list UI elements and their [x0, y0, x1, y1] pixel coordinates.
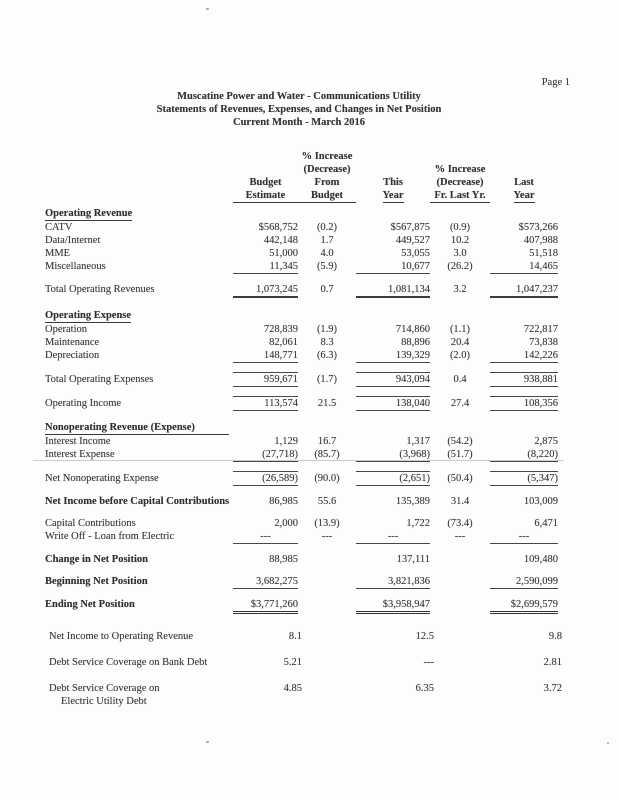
cell-budget-estimate: 2,000 — [274, 518, 298, 529]
cell-last-year: 3.72 — [543, 683, 562, 694]
header-line: This — [383, 177, 403, 188]
row-label: Debt Service Coverage on Bank Debt — [49, 657, 208, 668]
cell-this-year: --- — [356, 530, 430, 544]
cell-last-year: 9.8 — [548, 631, 562, 642]
header-line: (Decrease) — [303, 164, 351, 175]
column-header-pct-from-budget — [298, 150, 356, 203]
row-net-nonoperating-expense — [45, 471, 558, 486]
cell-this-year: (3,968) — [356, 448, 430, 462]
row-label: Total Operating Revenues — [45, 284, 155, 295]
cell-last-year: 14,465 — [490, 260, 558, 274]
row-total-operating-revenues — [45, 283, 558, 298]
row-label: Capital Contributions — [45, 518, 136, 529]
cell-pct-from-budget: 8.3 — [320, 337, 334, 348]
row-label: Write Off - Loan from Electric — [45, 531, 175, 542]
cell-this-year: 6.35 — [415, 683, 434, 694]
cell-budget-estimate: (27,718) — [233, 448, 298, 462]
cell-last-year: $573,266 — [518, 222, 558, 233]
cell-last-year: (5,347) — [490, 471, 558, 486]
cell-this-year: 1,317 — [406, 436, 430, 447]
scan-speck — [607, 742, 609, 744]
cell-pct-fr-last-yr: 3.2 — [453, 284, 467, 295]
cell-budget-estimate: 11,345 — [233, 260, 298, 274]
row-label: Depreciation — [45, 350, 100, 361]
cell-last-year: (8,220) — [490, 448, 558, 462]
cell-pct-from-budget: (0.2) — [316, 222, 338, 233]
section-label: Operating Revenue — [45, 208, 133, 219]
cell-last-year: 6,471 — [534, 518, 558, 529]
row-label: Beginning Net Position — [45, 576, 148, 587]
cell-budget-estimate: 148,771 — [233, 349, 298, 363]
cell-this-year: $3,958,947 — [356, 598, 430, 614]
row-debt-service-coverage-bank-debt — [45, 656, 562, 669]
row-total-operating-expenses — [45, 372, 558, 387]
cell-budget-estimate: 728,839 — [263, 324, 298, 335]
cell-budget-estimate: 442,148 — [263, 235, 298, 246]
row-operating-income — [45, 396, 558, 411]
row-label: Operation — [45, 324, 87, 335]
cell-pct-fr-last-yr: (0.9) — [449, 222, 471, 233]
document-title: Muscatine Power and Water - Communications Utility — [177, 91, 421, 102]
cell-budget-estimate: --- — [233, 530, 298, 544]
row-capital-contributions — [45, 517, 558, 530]
cell-budget-estimate: 1,073,245 — [233, 283, 298, 298]
row-label: Miscellaneous — [45, 261, 106, 272]
row-label — [45, 682, 237, 708]
document-subtitle: Statements of Revenues, Expenses, and Changes in Net Position — [156, 104, 442, 115]
row-net-income-before-capital-contributions — [45, 495, 558, 508]
row-label: Net Income before Capital Contributions — [45, 496, 230, 507]
cell-budget-estimate: 4.85 — [283, 683, 302, 694]
document-period: Current Month - March 2016 — [232, 117, 365, 128]
cell-this-year: 139,329 — [356, 349, 430, 363]
cell-pct-fr-last-yr: (54.2) — [447, 436, 473, 447]
cell-this-year: 449,527 — [395, 235, 430, 246]
header-line: Year — [513, 190, 535, 201]
cell-last-year: 51,518 — [529, 248, 558, 259]
cell-last-year: 103,009 — [523, 496, 558, 507]
cell-pct-fr-last-yr: (50.4) — [447, 473, 473, 484]
row-label: MME — [45, 248, 71, 259]
statement-table — [45, 150, 562, 708]
scan-artifact-line — [33, 460, 564, 461]
cell-budget-estimate: 8.1 — [288, 631, 302, 642]
cell-last-year: 73,838 — [529, 337, 558, 348]
cell-this-year: 943,094 — [356, 372, 430, 387]
column-header-last-year — [490, 176, 558, 203]
cell-pct-from-budget: 1.7 — [320, 235, 334, 246]
cell-pct-fr-last-yr: 27.4 — [450, 398, 470, 409]
cell-this-year: 1,081,134 — [356, 283, 430, 298]
section-nonoperating-revenue-expense — [45, 421, 558, 435]
row-net-income-to-operating-revenue — [45, 630, 562, 643]
row-label: Interest Income — [45, 436, 111, 447]
cell-budget-estimate: 3,682,275 — [233, 575, 298, 589]
cell-pct-fr-last-yr: 10.2 — [450, 235, 470, 246]
cell-last-year: 938,881 — [490, 372, 558, 387]
cell-budget-estimate: 88,985 — [269, 554, 298, 565]
column-header-pct-fr-last-yr — [430, 163, 490, 203]
row-write-off-loan-from-electric — [45, 530, 558, 544]
row-ending-net-position — [45, 598, 558, 614]
cell-this-year: 714,860 — [395, 324, 430, 335]
row-label: Data/Internet — [45, 235, 101, 246]
row-label: Ending Net Position — [45, 599, 135, 610]
row-debt-service-coverage-electric-utility-debt — [45, 682, 562, 708]
row-label: Net Income to Operating Revenue — [49, 631, 194, 642]
row-label: Net Nonoperating Expense — [45, 473, 159, 484]
cell-budget-estimate: 51,000 — [269, 248, 298, 259]
cell-this-year: 53,055 — [401, 248, 430, 259]
cell-this-year: 137,111 — [396, 554, 430, 565]
cell-pct-fr-last-yr: 31.4 — [450, 496, 470, 507]
cell-last-year: 2,590,099 — [490, 575, 558, 589]
scan-speck — [206, 8, 209, 10]
cell-this-year: 88,896 — [401, 337, 430, 348]
cell-pct-from-budget: (85.7) — [314, 449, 340, 460]
row-catv — [45, 221, 558, 234]
cell-pct-fr-last-yr: (2.0) — [449, 350, 471, 361]
cell-budget-estimate: 86,985 — [269, 496, 298, 507]
scan-speck — [206, 741, 209, 743]
cell-this-year: 135,389 — [395, 496, 430, 507]
cell-last-year: $2,699,579 — [490, 598, 558, 614]
section-label: Operating Expense — [45, 310, 132, 321]
cell-pct-from-budget: 55.6 — [317, 496, 337, 507]
cell-pct-from-budget: (5.9) — [316, 261, 338, 272]
document-title-block — [33, 90, 565, 129]
cell-pct-from-budget: 4.0 — [320, 248, 334, 259]
cell-this-year: 3,821,836 — [356, 575, 430, 589]
cell-pct-fr-last-yr: 20.4 — [450, 337, 470, 348]
cell-last-year: 407,988 — [523, 235, 558, 246]
row-mme — [45, 247, 558, 260]
header-line: % Increase — [434, 164, 486, 175]
cell-pct-fr-last-yr: (51.7) — [447, 449, 473, 460]
header-line: % Increase — [301, 151, 353, 162]
section-operating-revenue — [45, 207, 558, 221]
cell-pct-fr-last-yr: (26.2) — [447, 261, 473, 272]
cell-budget-estimate: 5.21 — [283, 657, 302, 668]
header-line: From Budget — [298, 176, 356, 203]
cell-pct-from-budget: 21.5 — [317, 398, 337, 409]
cell-budget-estimate: (26,589) — [233, 471, 298, 486]
column-header-row — [45, 150, 558, 203]
row-label-line2: Electric Utility Debt — [61, 696, 147, 707]
header-line: (Decrease) — [436, 177, 484, 188]
row-change-in-net-position — [45, 553, 558, 566]
cell-last-year: 142,226 — [490, 349, 558, 363]
row-label: Operating Income — [45, 398, 122, 409]
cell-budget-estimate: $3,771,260 — [233, 598, 298, 614]
cell-budget-estimate: 959,671 — [233, 372, 298, 387]
row-label: CATV — [45, 222, 73, 233]
cell-pct-from-budget: (13.9) — [314, 518, 340, 529]
cell-pct-from-budget: (6.3) — [316, 350, 338, 361]
cell-pct-fr-last-yr: 0.4 — [453, 374, 467, 385]
cell-pct-from-budget: (1.9) — [316, 324, 338, 335]
cell-pct-from-budget: (90.0) — [314, 473, 340, 484]
cell-pct-fr-last-yr: (1.1) — [449, 324, 471, 335]
row-label: Interest Expense — [45, 449, 115, 460]
column-header-budget-estimate — [233, 176, 298, 203]
cell-last-year: 1,047,237 — [490, 283, 558, 298]
cell-this-year: 1,722 — [406, 518, 430, 529]
header-line: Fr. Last Yr. — [430, 189, 490, 203]
row-beginning-net-position — [45, 575, 558, 589]
row-operation — [45, 323, 558, 336]
row-label: Maintenance — [45, 337, 100, 348]
cell-budget-estimate: 1,129 — [274, 436, 298, 447]
header-line: Last — [514, 177, 534, 188]
header-line: Year — [382, 190, 404, 201]
row-label: Total Operating Expenses — [45, 374, 154, 385]
row-label: Change in Net Position — [45, 554, 148, 565]
row-data-internet — [45, 234, 558, 247]
cell-this-year: $567,875 — [390, 222, 430, 233]
cell-this-year: 138,040 — [356, 396, 430, 411]
header-line: Budget — [249, 177, 282, 188]
row-miscellaneous — [45, 260, 558, 274]
row-interest-income — [45, 435, 558, 448]
cell-last-year: 109,480 — [523, 554, 558, 565]
header-line: Estimate — [233, 189, 298, 203]
cell-pct-from-budget: 16.7 — [317, 436, 337, 447]
cell-last-year: --- — [490, 530, 558, 544]
section-label: Nonoperating Revenue (Expense) — [45, 421, 229, 435]
cell-pct-from-budget: 0.7 — [320, 284, 334, 295]
row-maintenance — [45, 336, 558, 349]
cell-pct-fr-last-yr: --- — [454, 531, 466, 542]
cell-this-year: 12.5 — [415, 631, 434, 642]
row-label-line1: Debt Service Coverage on — [49, 683, 160, 694]
page-number: Page 1 — [541, 77, 570, 88]
cell-pct-from-budget: --- — [321, 531, 333, 542]
cell-budget-estimate: 113,574 — [233, 396, 298, 411]
cell-this-year: (2,651) — [356, 471, 430, 486]
column-header-this-year — [356, 176, 430, 203]
cell-last-year: 2.81 — [543, 657, 562, 668]
cell-pct-from-budget: (1.7) — [316, 374, 338, 385]
cell-this-year: 10,677 — [356, 260, 430, 274]
cell-pct-fr-last-yr: 3.0 — [453, 248, 467, 259]
cell-last-year: 108,356 — [490, 396, 558, 411]
cell-last-year: 722,817 — [523, 324, 558, 335]
row-depreciation — [45, 349, 558, 363]
cell-this-year: --- — [423, 657, 434, 668]
section-operating-expense — [45, 309, 558, 323]
cell-last-year: 2,875 — [534, 436, 558, 447]
cell-pct-fr-last-yr: (73.4) — [447, 518, 473, 529]
cell-budget-estimate: $568,752 — [258, 222, 298, 233]
cell-budget-estimate: 82,061 — [269, 337, 298, 348]
